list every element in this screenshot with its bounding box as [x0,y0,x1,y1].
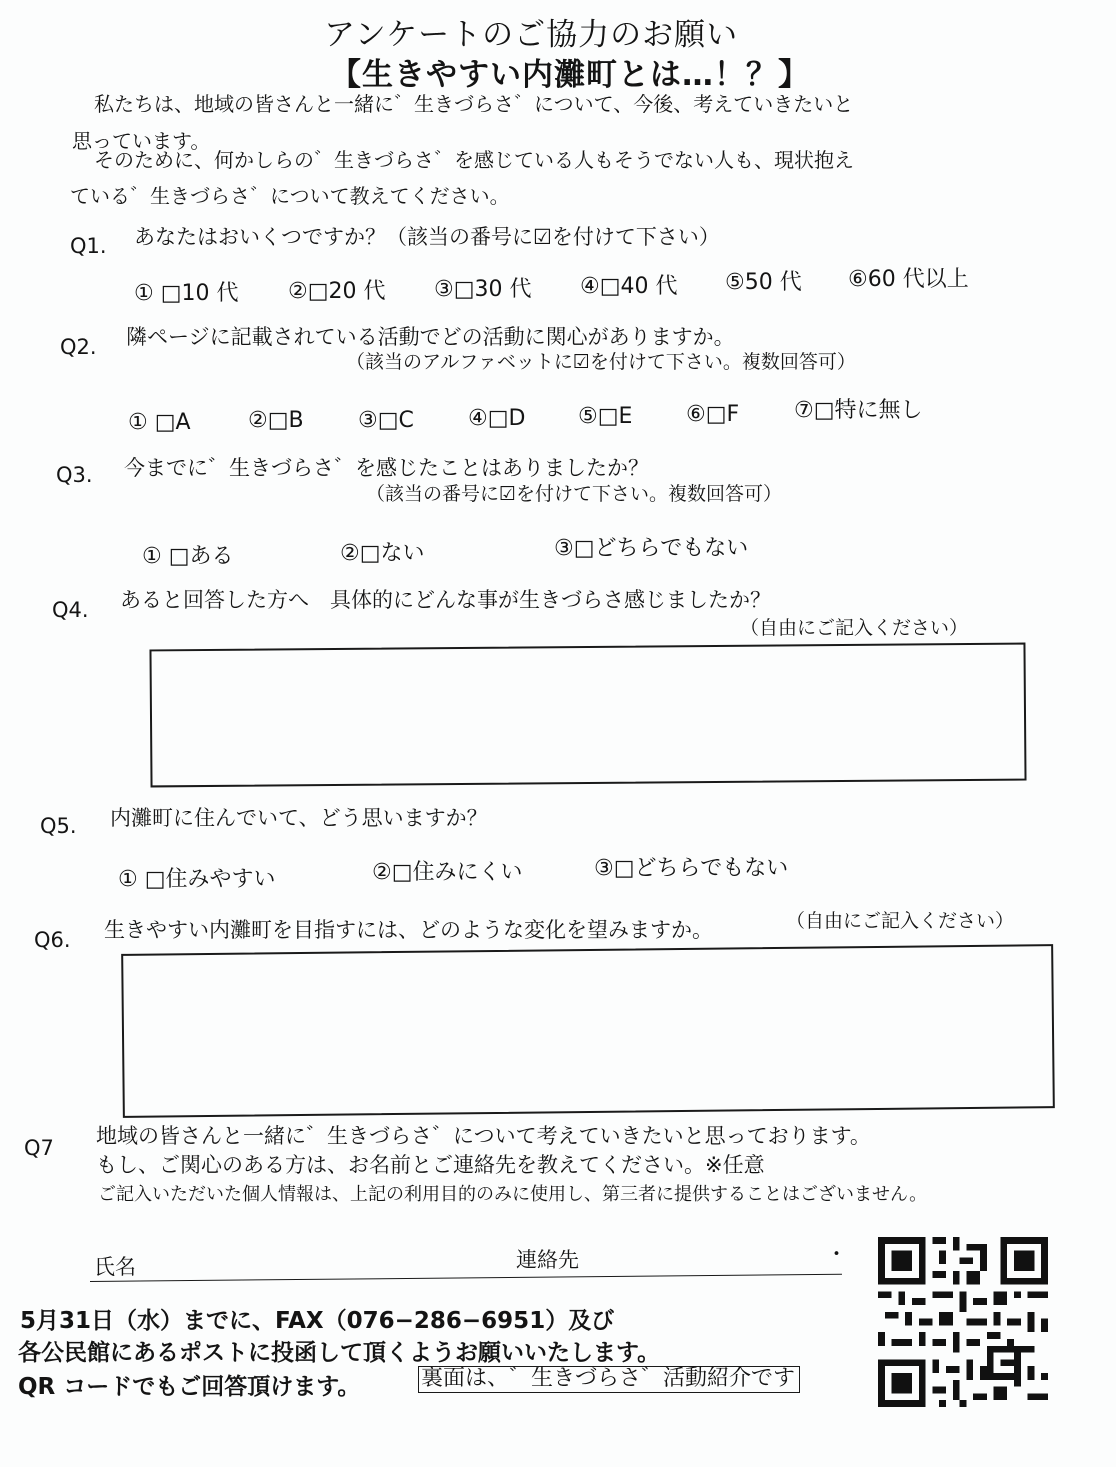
contact-label: 連絡先 [516,1248,579,1272]
q6-answer-box[interactable] [121,944,1055,1118]
qr-text: QR コードでもご回答頂けます。 [18,1374,361,1400]
privacy-note: ご記入いただいた個人情報は、上記の利用目的のみに使用し、第三者に提供することはございません。 [98,1184,928,1205]
q2-option[interactable]: ⑥□F [686,402,740,427]
q2-option[interactable]: ⑤□E [578,404,633,429]
q1-question: あなたはおいくつですか？（該当の番号に☑を付けて下さい） [134,225,720,249]
survey-subtitle: 【生きやすい内灘町とは…！？】 [330,57,810,93]
q5-label: Q5. [40,814,77,838]
q2-option[interactable]: ① □A [128,410,191,435]
q5-option[interactable]: ②□住みにくい [372,860,523,885]
q5-question: 内灘町に住んでいて、どう思いますか？ [110,806,488,830]
q2-option[interactable]: ③□C [358,408,414,433]
q4-answer-box[interactable] [149,643,1026,788]
q2-instructions: （該当のアルファベットに☑を付けて下さい。複数回答可） [346,351,856,373]
q4-instructions: （自由にご記入ください） [740,617,969,639]
survey-title: アンケートのご協力のお願い [324,17,739,53]
name-label: 氏名 [94,1255,136,1279]
q1-option[interactable]: ⑥60 代以上 [848,267,969,292]
q7-line: 地域の皆さんと一緒に゛生きづらさ゛について考えていきたいと思っております。 [96,1124,871,1148]
q3-option[interactable]: ②□ない [340,541,425,566]
q7-line: もし、ご関心のある方は、お名前とご連絡先を教えてください。※任意 [96,1153,765,1177]
q1-option[interactable]: ③□30 代 [434,277,532,302]
reverse-side-note: 裏面は、゛生きづらさ゛活動紹介です [418,1366,800,1393]
q3-label: Q3. [56,463,93,487]
q3-question: 今までに゛生きづらさ゛を感じたことはありましたか？ [124,456,649,480]
intro-line: 私たちは、地域の皆さんと一緒に゛生きづらさ゛について、今後、考えていきたいと [94,92,854,116]
q2-question: 隣ページに記載されている活動でどの活動に関心がありますか。 [126,325,735,349]
intro-line: 思っています。 [72,129,211,153]
deadline-text: 5月31日（水）までに、FAX（076−286−6951）及び [20,1308,615,1334]
q5-option[interactable]: ① □住みやすい [118,867,276,892]
qr-code-icon[interactable] [878,1232,1048,1412]
separator-dot: ・ [826,1242,847,1266]
q1-option[interactable]: ⑤50 代 [725,270,802,295]
q7-label: Q7 [24,1136,54,1160]
q2-label: Q2. [60,335,97,359]
q3-option[interactable]: ① □ある [142,544,234,569]
q6-instructions: （自由にご記入ください） [786,910,1015,932]
q1-option[interactable]: ④□40 代 [580,274,678,299]
intro-line: ている゛生きづらさ゛について教えてください。 [70,184,510,208]
q5-option[interactable]: ③□どちらでもない [594,856,789,881]
name-contact-line[interactable] [90,1274,842,1282]
q4-question: あると回答した方へ 具体的にどんな事が生きづらさ感じましたか？ [120,588,771,612]
q2-option[interactable]: ②□B [248,408,304,433]
q6-label: Q6. [34,928,71,952]
q6-question: 生きやすい内灘町を目指すには、どのような変化を望みますか。 [104,918,713,942]
q2-option[interactable]: ⑦□特に無し [794,398,923,423]
q1-option[interactable]: ① □10 代 [134,281,239,306]
q1-option[interactable]: ②□20 代 [288,279,386,304]
q1-label: Q1. [70,234,107,258]
intro-line: そのために、何かしらの゛生きづらさ゛を感じている人もそうでない人も、現状抱え [94,148,854,172]
q3-instructions: （該当の番号に☑を付けて下さい。複数回答可） [366,483,783,505]
q3-option[interactable]: ③□どちらでもない [554,536,749,561]
q2-option[interactable]: ④□D [468,406,526,431]
q4-label: Q4. [52,598,89,622]
submission-text: 各公民館にあるポストに投函して頂くようお願いいたします。 [18,1340,661,1366]
